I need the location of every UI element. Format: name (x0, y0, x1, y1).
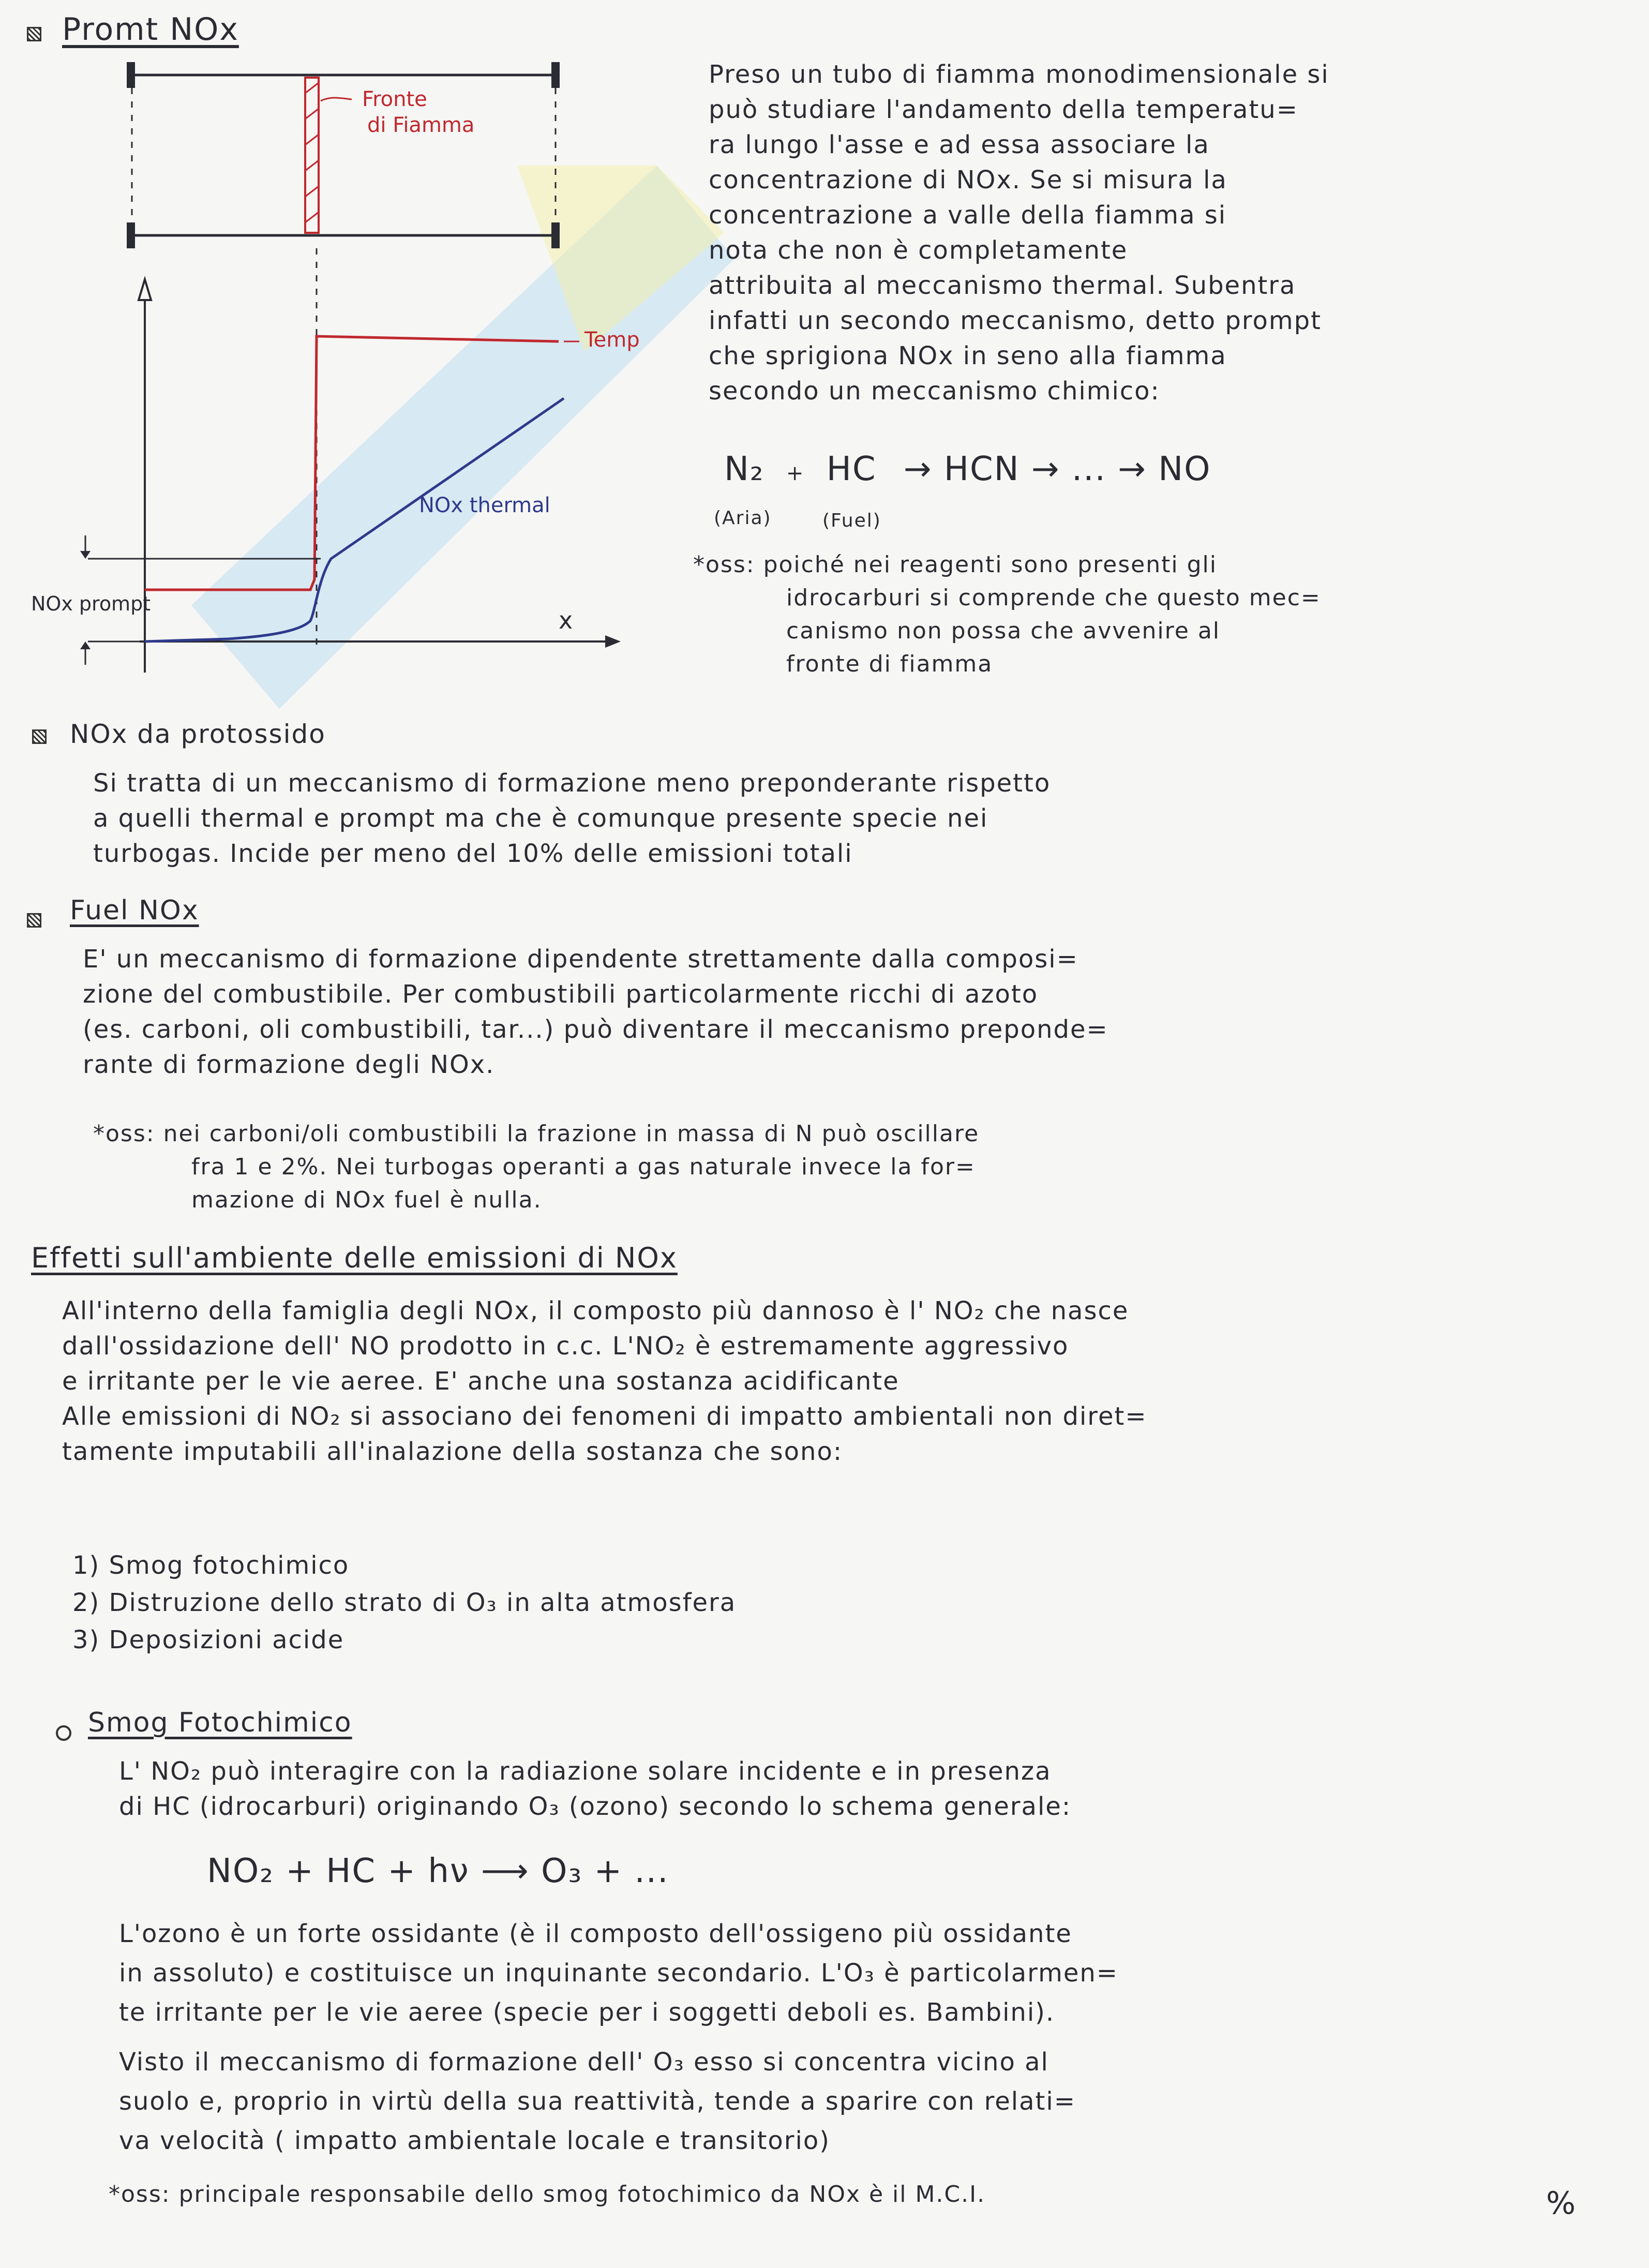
section-bullet (27, 913, 41, 928)
flame-front (305, 78, 319, 233)
section-title-fuel: Fuel NOx (70, 895, 199, 926)
text-line: a quelli thermal e prompt ma che è comunque presente specie nei (93, 804, 988, 833)
text-line: che sprigiona NOx in seno alla fiamma (709, 341, 1227, 370)
fuel-oss (93, 1117, 1593, 1217)
section-bullet (56, 1725, 71, 1741)
prompt-diagram (21, 52, 662, 683)
text-line: idrocarburi si comprende che questo mec= (786, 585, 1321, 611)
text-line: suolo e, proprio in virtù della sua reattività, tende a sparire con relati= (119, 2087, 1076, 2116)
tube-cap (127, 62, 135, 88)
text-line: rante di formazione degli NOx. (83, 1050, 495, 1079)
prompt-equation (724, 450, 1211, 488)
text-line: mazione di NOx fuel è nulla. (191, 1187, 542, 1213)
text-line: attribuita al meccanismo thermal. Subentra (709, 271, 1296, 300)
text-line: te irritante per le vie aeree (specie per i soggetti deboli es. Bambini). (119, 1998, 1055, 2027)
equation-term: → HCN → ... → NO (903, 450, 1211, 488)
effetti-paragraph (62, 1293, 1603, 1469)
text-line: nota che non è completamente (709, 236, 1128, 265)
nox-thermal-label: NOx thermal (419, 494, 550, 517)
text-line: L'ozono è un forte ossidante (è il composto dell'ossigeno più ossidante (119, 1919, 1072, 1948)
section-title-effetti: Effetti sull'ambiente delle emissioni di NOx (31, 1242, 678, 1274)
equation-term: N₂ (724, 450, 764, 488)
section-bullet (27, 27, 41, 41)
text-line: tamente imputabili all'inalazione della sostanza che sono: (62, 1437, 843, 1466)
text-line: (es. carboni, oli combustibili, tar...) può diventare il meccanismo prepondе= (83, 1015, 1108, 1044)
effetti-list (72, 1547, 1314, 1659)
smog-equation: NO₂ + HC + hν ⟶ O₃ + ... (207, 1852, 669, 1890)
section-title-smog: Smog Fotochimico (88, 1707, 352, 1738)
section-title-prompt: Promt NOx (62, 11, 239, 48)
page-marker: % (1546, 2185, 1577, 2221)
text-line: canismo non possa che avvenire al (786, 618, 1221, 644)
text-line: concentrazione di NOx. Se si misura la (709, 166, 1227, 195)
smog-oss: *oss: principale responsabile dello smog fotochimico da NOx è il M.C.I. (109, 2181, 986, 2207)
fuel-paragraph (83, 942, 1609, 1082)
nox-prompt-label: NOx prompt (31, 592, 151, 615)
text-line: *oss: nei carboni/oli combustibili la frazione in massa di N può oscillare (93, 1121, 980, 1147)
section-bullet (32, 729, 47, 744)
flame-front-label: Fronte (362, 87, 427, 111)
text-line: in assoluto) e costituisce un inquinante secondario. L'O₃ è particolarmen= (119, 1959, 1118, 1988)
text-line: e irritante per le vie aeree. E' anche una sostanza acidificante (62, 1367, 900, 1396)
tube-cap (127, 222, 135, 248)
nox-thermal-curve (145, 398, 564, 641)
list-item: 2) Distruzione dello strato di O₃ in alta atmosfera (72, 1588, 737, 1617)
text-line: di HC (idrocarburi) originando O₃ (ozono) secondo lo schema generale: (119, 1792, 1071, 1821)
text-line: Si tratta di un meccanismo di formazione meno preponderante rispetto (93, 769, 1051, 798)
flame-front-label: di Fiamma (367, 113, 475, 137)
text-line: turbogas. Incide per meno del 10% delle emissioni totali (93, 839, 853, 868)
temperature-label: Temp (584, 328, 640, 352)
list-item: 3) Deposizioni acide (72, 1625, 344, 1654)
text-line: secondo un meccanismo chimico: (709, 377, 1160, 406)
smog-paragraph-2 (119, 1914, 1619, 2160)
smog-paragraph-1 (119, 1754, 1619, 1824)
temperature-curve (145, 336, 559, 590)
text-line: dall'ossidazione dell' NO prodotto in c.c. L'NO₂ è estremamente aggressivo (62, 1332, 1069, 1361)
equation-subscript-fuel: (Fuel) (822, 510, 881, 531)
x-axis-label: x (559, 606, 573, 634)
text-line: Visto il meccanismo di formazione dell' O₃ esso si concentra vicino al (119, 2048, 1049, 2077)
text-line: All'interno della famiglia degli NOx, il composto più dannoso è l' NO₂ che nasce (62, 1296, 1129, 1325)
protossido-paragraph (93, 766, 1593, 871)
text-line: Alle emissioni di NO₂ si associano dei fenomeni di impatto ambientali non diret= (62, 1402, 1147, 1431)
text-line: ra lungo l'asse e ad essa associare la (709, 130, 1210, 159)
text-line: infatti un secondo meccanismo, detto prompt (709, 306, 1322, 335)
text-line: può studiare l'andamento della temperatu= (709, 95, 1298, 124)
tube-cap (551, 222, 560, 248)
section-title-protossido: NOx da protossido (70, 719, 326, 749)
equation-subscript-aria: (Aria) (714, 508, 772, 529)
text-line: *oss: poiché nei reagenti sono presenti gli (693, 551, 1217, 578)
list-item: 1) Smog fotochimico (72, 1551, 350, 1580)
text-line: Preso un tubo di fiamma monodimensionale si (709, 60, 1329, 89)
text-line: fra 1 e 2%. Nei turbogas operanti a gas naturale invece la for= (191, 1154, 976, 1180)
prompt-oss (693, 548, 1572, 681)
tube-cap (551, 62, 560, 88)
equation-term: HC (826, 450, 877, 488)
text-line: va velocità ( impatto ambientale locale e transitorio) (119, 2126, 830, 2155)
equation-term: + (786, 461, 805, 485)
prompt-paragraph (709, 57, 1536, 409)
text-line: L' NO₂ può interagire con la radiazione solare incidente e in presenza (119, 1757, 1052, 1786)
text-line: concentrazione a valle della fiamma si (709, 201, 1227, 230)
text-line: zione del combustibile. Per combustibili particolarmente ricchi di azoto (83, 980, 1039, 1009)
text-line: E' un meccanismo di formazione dipendente strettamente dalla composi= (83, 945, 1078, 974)
text-line: fronte di fiamma (786, 651, 993, 677)
